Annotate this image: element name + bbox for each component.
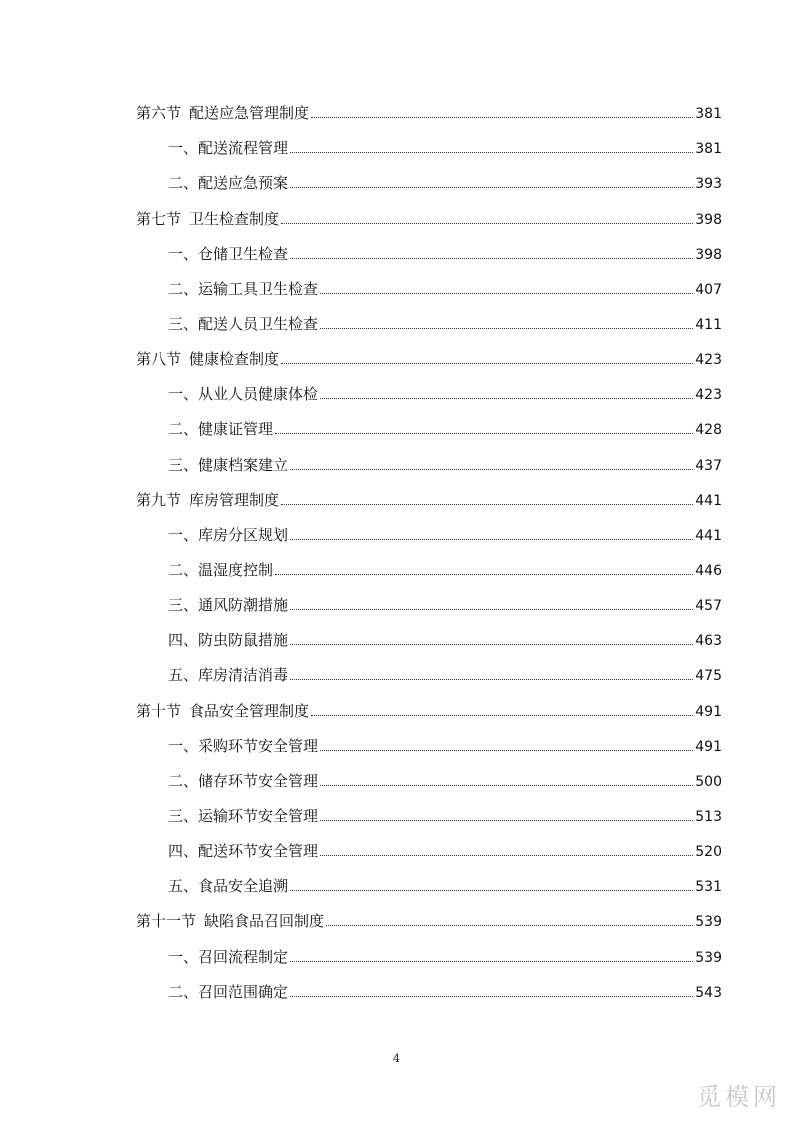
toc-title-text: 一、从业人员健康体检: [168, 385, 319, 404]
toc-section-row[interactable]: [136, 338, 722, 373]
toc-title-text: 库房管理制度: [189, 490, 280, 509]
toc-title-text: 健康检查制度: [189, 350, 280, 369]
toc-page-number: 539: [695, 914, 722, 931]
toc-page-number: 500: [695, 773, 722, 790]
toc-entry-title: [168, 455, 289, 474]
toc-section-row[interactable]: [136, 900, 722, 935]
toc-entry-title: [168, 879, 288, 894]
toc-dot-leader: [290, 539, 693, 540]
toc-page-number: 441: [695, 527, 722, 544]
toc-section-number: 第十一节: [136, 912, 197, 931]
toc-entry-title: [168, 244, 289, 263]
toc-page-number: 491: [695, 703, 722, 720]
toc-subsection-row[interactable]: [136, 935, 722, 970]
toc-entry-title: [168, 806, 319, 825]
toc-dot-leader: [290, 609, 693, 610]
toc-page-number: 446: [695, 562, 722, 579]
toc-subsection-row[interactable]: [136, 443, 722, 478]
toc-entry-title: [168, 633, 288, 648]
toc-page-number: 475: [695, 668, 722, 685]
page-number: 4: [393, 1052, 400, 1065]
toc-dot-leader: [326, 925, 693, 926]
toc-section-number: 第六节: [136, 104, 182, 123]
toc-page-number: 423: [695, 387, 722, 404]
toc-title-text: 五、库房清洁消毒: [168, 666, 289, 685]
toc-dot-leader: [320, 398, 693, 399]
toc-page-number: 428: [695, 422, 722, 439]
toc-title-text: 缺陷食品召回制度: [204, 912, 325, 931]
table-of-contents: [136, 92, 722, 1006]
toc-page-number: 491: [695, 738, 722, 755]
toc-dot-leader: [281, 363, 693, 364]
toc-subsection-row[interactable]: [136, 795, 722, 830]
toc-section-row[interactable]: [136, 197, 722, 232]
toc-page-number: 520: [695, 844, 722, 861]
toc-page-number: 437: [695, 457, 722, 474]
toc-title-text: 一、仓储卫生检查: [168, 244, 289, 263]
toc-subsection-row[interactable]: [136, 514, 722, 549]
toc-title-text: 一、库房分区规划: [168, 525, 289, 544]
toc-entry-title: [168, 982, 289, 1001]
toc-page-number: 407: [695, 281, 722, 298]
toc-entry-title: [168, 736, 319, 755]
toc-title-text: 二、配送应急预案: [168, 174, 289, 193]
toc-page-number: 398: [695, 246, 722, 263]
toc-entry-title: [168, 525, 289, 544]
toc-title-text: 五、食品安全追溯: [168, 877, 289, 896]
toc-dot-leader: [275, 574, 693, 575]
toc-subsection-row[interactable]: [136, 654, 722, 689]
toc-page-number: 381: [695, 141, 722, 158]
toc-title-text: 卫生检查制度: [189, 209, 280, 228]
toc-section-number: 第九节: [136, 490, 182, 509]
toc-subsection-row[interactable]: [136, 233, 722, 268]
toc-page-number: 457: [695, 598, 722, 615]
toc-entry-title: [168, 279, 319, 298]
toc-dot-leader: [311, 715, 693, 716]
toc-dot-leader: [290, 644, 693, 645]
toc-page-number: 543: [695, 984, 722, 1001]
toc-subsection-row[interactable]: [136, 127, 722, 162]
toc-dot-leader: [290, 996, 693, 997]
toc-entry-title: [136, 701, 310, 720]
toc-title-text: 二、温湿度控制: [168, 560, 274, 579]
toc-entry-title: [168, 176, 288, 191]
toc-subsection-row[interactable]: [136, 760, 722, 795]
toc-page-number: 441: [695, 492, 722, 509]
toc-title-text: 一、配送流程管理: [168, 139, 289, 158]
toc-title-text: 食品安全管理制度: [189, 701, 310, 720]
toc-entry-title: [168, 422, 273, 437]
toc-title-text: 二、储存环节安全管理: [168, 771, 319, 790]
toc-page-number: 398: [695, 211, 722, 228]
toc-entry-title: [168, 141, 288, 156]
toc-dot-leader: [320, 820, 693, 821]
toc-subsection-row[interactable]: [136, 303, 722, 338]
toc-dot-leader: [290, 258, 693, 259]
toc-subsection-row[interactable]: [136, 971, 722, 1006]
toc-subsection-row[interactable]: [136, 830, 722, 865]
toc-dot-leader: [320, 293, 693, 294]
toc-title-text: 一、采购环节安全管理: [168, 736, 319, 755]
toc-dot-leader: [281, 223, 693, 224]
toc-title-text: 二、运输工具卫生检查: [168, 279, 319, 298]
toc-page-number: 539: [695, 949, 722, 966]
toc-dot-leader: [290, 469, 693, 470]
toc-entry-title: [168, 771, 319, 790]
toc-title-text: 三、通风防潮措施: [168, 596, 289, 615]
toc-entry-title: [168, 947, 289, 966]
toc-title-text: 三、配送人员卫生检查: [168, 314, 319, 333]
toc-page-number: 393: [695, 176, 722, 193]
toc-subsection-row[interactable]: [136, 162, 722, 197]
toc-dot-leader: [275, 433, 693, 434]
watermark-logo: 觅模网: [697, 1083, 781, 1111]
toc-dot-leader: [320, 750, 693, 751]
toc-subsection-row[interactable]: [136, 549, 722, 584]
toc-title-text: 三、健康档案建立: [168, 455, 289, 474]
toc-entry-title: [168, 314, 319, 333]
toc-entry-title: [136, 352, 279, 367]
toc-subsection-row[interactable]: [136, 268, 722, 303]
toc-page-number: 381: [695, 106, 722, 123]
toc-title-text: 四、防虫防鼠措施: [168, 631, 289, 650]
toc-entry-title: [168, 387, 318, 402]
toc-dot-leader: [320, 855, 693, 856]
toc-dot-leader: [290, 890, 693, 891]
toc-subsection-row[interactable]: [136, 619, 722, 654]
toc-entry-title: [136, 490, 280, 509]
toc-title-text: 二、健康证管理: [168, 420, 274, 439]
toc-subsection-row[interactable]: [136, 373, 722, 408]
toc-subsection-row[interactable]: [136, 725, 722, 760]
toc-title-text: 三、运输环节安全管理: [168, 806, 319, 825]
toc-dot-leader: [311, 117, 693, 118]
toc-entry-title: [168, 598, 288, 613]
toc-dot-leader: [320, 785, 693, 786]
toc-dot-leader: [320, 328, 693, 329]
toc-title-text: 四、配送环节安全管理: [168, 842, 319, 861]
toc-dot-leader: [290, 679, 693, 680]
toc-page-number: 411: [695, 316, 722, 333]
toc-section-row[interactable]: [136, 92, 722, 127]
toc-section-row[interactable]: [136, 479, 722, 514]
toc-title-text: 配送应急管理制度: [189, 104, 310, 123]
toc-entry-title: [168, 560, 274, 579]
toc-subsection-row[interactable]: [136, 408, 722, 443]
toc-dot-leader: [290, 187, 693, 188]
toc-page-number: 531: [695, 879, 722, 896]
toc-title-text: 一、召回流程制定: [168, 947, 289, 966]
toc-entry-title: [136, 106, 309, 121]
toc-title-text: 二、召回范围确定: [168, 982, 289, 1001]
toc-section-number: 第七节: [136, 209, 182, 228]
toc-entry-title: [136, 209, 280, 228]
toc-dot-leader: [290, 961, 693, 962]
toc-entry-title: [136, 914, 324, 929]
toc-subsection-row[interactable]: [136, 584, 722, 619]
toc-page-number: 423: [695, 352, 722, 369]
toc-section-row[interactable]: [136, 689, 722, 724]
toc-entry-title: [168, 844, 318, 859]
toc-section-number: 第十节: [136, 701, 182, 720]
toc-subsection-row[interactable]: [136, 865, 722, 900]
toc-dot-leader: [290, 152, 693, 153]
toc-dot-leader: [281, 504, 693, 505]
toc-section-number: 第八节: [136, 350, 182, 369]
toc-page-number: 513: [695, 808, 722, 825]
toc-entry-title: [168, 668, 288, 683]
toc-page-number: 463: [695, 633, 722, 650]
